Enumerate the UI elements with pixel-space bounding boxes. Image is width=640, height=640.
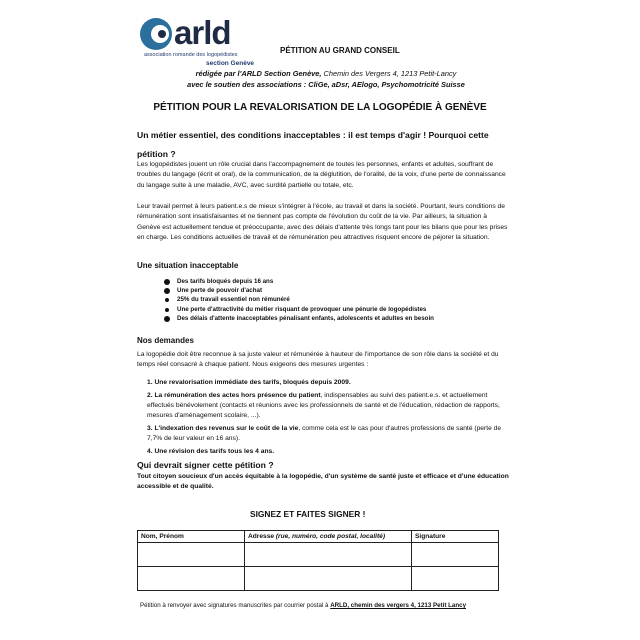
bullet-icon — [164, 316, 170, 322]
arld-logo — [138, 14, 268, 67]
header-title: PÉTITION AU GRAND CONSEIL — [280, 46, 400, 55]
bullet-icon — [165, 308, 169, 312]
qui-heading: Qui devrait signer cette pétition ? — [137, 460, 274, 470]
subtitle: Un métier essentiel, des conditions inacceptables : il est temps d'agir ! Pourquoi cette pétition ? — [137, 130, 489, 159]
signature-table — [137, 530, 499, 591]
sign-title: SIGNEZ ET FAITES SIGNER ! — [250, 509, 366, 519]
situation-heading: Une situation inacceptable — [137, 261, 239, 270]
signature-cell[interactable] — [412, 567, 499, 591]
list-item: Des tarifs bloqués depuis 16 ans — [164, 277, 514, 286]
footer-note: Pétition à renvoyer avec signatures manuscrites par courrier postal à ARLD, chemin des vergers 4, 1213 Petit Lancy — [140, 602, 467, 609]
paragraph-context: Leur travail permet à leurs patient.e.s de mieux s'intégrer à l'école, au travail et dans la société. Pourtant, leurs conditions de rémunération sont insatisfaisantes et ne tiennent pas compte de l'évolution du coût de la vie. Par ailleurs, la situation à Genève est actuellement tendue et préoccupante, avec des délais d'attente très longs tant pour les bilans que pour les prises en charge. Les conditions actuelles de travail et de rémunération peu attractives risquent encore de péjorer la situation. — [137, 203, 508, 241]
list-item: Des délais d'attente inacceptables pénalisant enfants, adolescents et adultes en besoin — [164, 314, 514, 323]
signature-cell[interactable] — [412, 543, 499, 567]
demandes-heading: Nos demandes — [137, 336, 194, 345]
name-cell[interactable] — [138, 567, 245, 591]
col-address-header: Adresse (rue, numéro, code postal, localité) — [245, 531, 412, 543]
name-cell[interactable] — [138, 543, 245, 567]
situation-list — [164, 277, 514, 323]
address-cell[interactable] — [245, 543, 412, 567]
list-item: 4. Une révision des tarifs tous les 4 ans. — [147, 448, 275, 455]
table-row — [138, 543, 499, 567]
list-item: Une perte de pouvoir d'achat — [164, 286, 514, 295]
col-name-header: Nom, Prénom — [138, 531, 245, 543]
redigee-label: rédigée par l'ARLD Section Genève, — [195, 69, 322, 78]
footer-address: ARLD, chemin des vergers 4, 1213 Petit Lancy — [330, 602, 467, 609]
col-signature-header: Signature — [412, 531, 499, 543]
qui-text: Tout citoyen soucieux d'un accès équitable à la logopédie, d'un système de santé juste et efficace et d'une éducation accessible et de qualité. — [137, 473, 509, 491]
redigee-block — [140, 68, 512, 90]
table-header-row — [138, 531, 499, 543]
logo-tagline: association romande des logopédistes — [144, 52, 238, 58]
list-item: 3. L'indexation des revenus sur le coût de la vie, comme cela est le cas pour d'autres professions de santé (perte de 7,7% de leur valeur en 16 ans). — [147, 425, 502, 442]
demandes-intro: La logopédie doit être reconnue à sa juste valeur et rémunérée à hauteur de l'importance de son rôle dans la société et du temps réel consacré à chaque patient. Nous exigeons des mesures urgentes : — [137, 351, 499, 369]
redigee-address: Chemin des Vergers 4, 1213 Petit-Lancy — [321, 69, 457, 78]
page-title: PÉTITION POUR LA REVALORISATION DE LA LOGOPÉDIE À GENÈVE — [153, 102, 487, 113]
list-item: 2. La rémunération des actes hors présence du patient, indispensables au suivi des patient.e.s. et actuellement effectués bénévolement (contacts et réunions avec les professionnels de santé et de l'éducation, rédaction de rapports, mesures d'aménagement scolaire, ...). — [147, 392, 500, 419]
table-row — [138, 567, 499, 591]
paragraph-intro: Les logopédistes jouent un rôle crucial dans l'accompagnement de toutes les personnes, enfants et adultes, souffrant de troubles du langage (écrit et oral), de la communication, de la déglutition, de l'oralité, de la voix, d'une perte de connaissance du langage suite à une maladie, AVC, avec surdité partielle ou totale, etc. — [137, 161, 506, 189]
bullet-icon — [165, 298, 169, 302]
arld-logo-icon — [138, 16, 174, 52]
logo-section: section Genève — [206, 60, 255, 67]
list-item: Une perte d'attractivité du métier risquant de provoquer une pénurie de logopédistes — [164, 305, 514, 314]
bullet-icon — [164, 288, 170, 294]
address-cell[interactable] — [245, 567, 412, 591]
list-item: 25% du travail essentiel non rémunéré — [164, 295, 514, 304]
demandes-list — [147, 378, 512, 460]
soutien-line: avec le soutien des associations : CliGe, aDsr, AElogo, Psychomotricité Suisse — [187, 80, 465, 89]
bullet-icon — [164, 279, 170, 285]
logo-word: arld — [174, 14, 231, 51]
list-item: 1. Une revalorisation immédiate des tarifs, bloqués depuis 2009. — [147, 379, 351, 386]
